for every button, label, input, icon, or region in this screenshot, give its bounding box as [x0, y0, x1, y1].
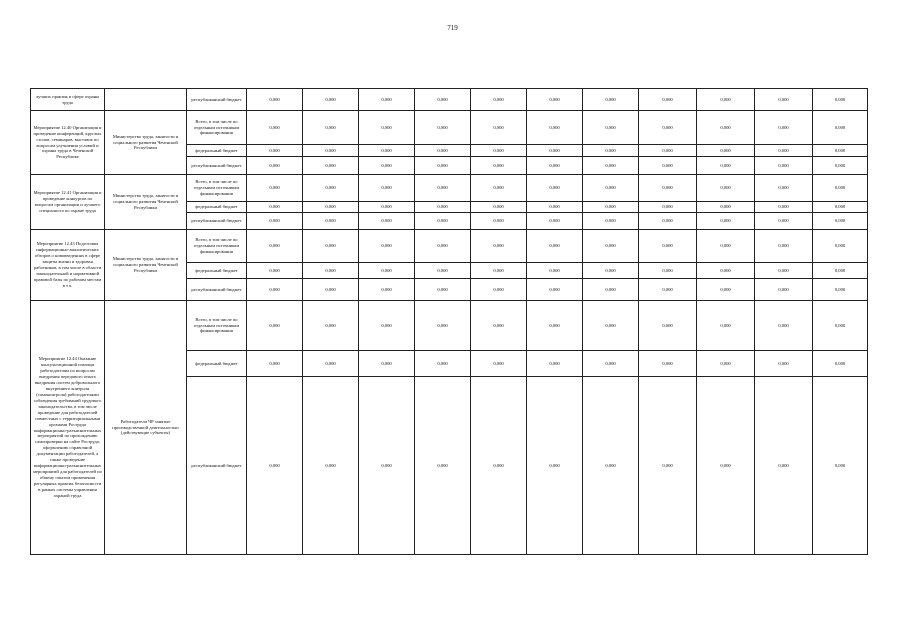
value-cell: 0,000 [755, 145, 813, 157]
value-cell: 0,000 [303, 213, 359, 230]
value-cell: 0,000 [639, 157, 697, 175]
value-cell: 0,000 [813, 111, 868, 145]
value-cell: 0,000 [415, 202, 471, 213]
value-cell: 0,000 [813, 351, 868, 377]
executor-cell: Министерство труда, занятости и социального развития Чеченской Республики [105, 111, 187, 175]
value-cell: 0,000 [813, 377, 868, 555]
executor-cell: Министерство труда, занятости и социального развития Чеченской Республики [105, 230, 187, 301]
value-cell: 0,000 [583, 213, 639, 230]
funding-source-cell: федеральный бюджет [187, 202, 247, 213]
value-cell: 0,000 [639, 145, 697, 157]
value-cell: 0,000 [247, 145, 303, 157]
value-cell: 0,000 [527, 145, 583, 157]
value-cell: 0,000 [697, 263, 755, 279]
value-cell: 0,000 [303, 175, 359, 202]
value-cell: 0,000 [359, 111, 415, 145]
value-cell: 0,000 [415, 145, 471, 157]
value-cell: 0,000 [527, 263, 583, 279]
table-row [31, 89, 868, 111]
value-cell: 0,000 [471, 111, 527, 145]
value-cell: 0,000 [303, 202, 359, 213]
measure-cell: Мероприятие 12.40 Организация и проведение конференций, круглых столов, семинаров, выставок по вопросам улучшения условий и охраны труда в Чеченской Республике [31, 111, 105, 175]
value-cell: 0,000 [415, 351, 471, 377]
value-cell: 0,000 [813, 301, 868, 351]
executor-cell [105, 89, 187, 111]
funding-source-cell: республиканский бюджет [187, 279, 247, 301]
value-cell: 0,000 [247, 351, 303, 377]
value-cell: 0,000 [639, 377, 697, 555]
value-cell: 0,000 [527, 89, 583, 111]
value-cell: 0,000 [813, 145, 868, 157]
funding-source-cell: федеральный бюджет [187, 145, 247, 157]
value-cell: 0,000 [471, 175, 527, 202]
value-cell: 0,000 [415, 263, 471, 279]
value-cell: 0,000 [639, 111, 697, 145]
value-cell: 0,000 [415, 279, 471, 301]
value-cell: 0,000 [583, 351, 639, 377]
funding-source-cell: республиканский бюджет [187, 377, 247, 555]
value-cell: 0,000 [303, 145, 359, 157]
value-cell: 0,000 [527, 157, 583, 175]
value-cell: 0,000 [755, 213, 813, 230]
value-cell: 0,000 [755, 279, 813, 301]
value-cell: 0,000 [813, 89, 868, 111]
value-cell: 0,000 [813, 230, 868, 263]
value-cell: 0,000 [639, 263, 697, 279]
value-cell: 0,000 [639, 202, 697, 213]
value-cell: 0,000 [359, 230, 415, 263]
value-cell: 0,000 [583, 175, 639, 202]
executor-cell: Министерство труда, занятости и социального развития Чеченской Республики [105, 175, 187, 230]
value-cell: 0,000 [471, 213, 527, 230]
value-cell: 0,000 [471, 202, 527, 213]
value-cell: 0,000 [527, 377, 583, 555]
value-cell: 0,000 [247, 301, 303, 351]
value-cell: 0,000 [755, 89, 813, 111]
measure-cell: лучших практик в сфере охраны труда [31, 89, 105, 111]
value-cell: 0,000 [583, 279, 639, 301]
value-cell: 0,000 [471, 89, 527, 111]
value-cell: 0,000 [697, 279, 755, 301]
value-cell: 0,000 [697, 213, 755, 230]
value-cell: 0,000 [755, 175, 813, 202]
value-cell: 0,000 [303, 89, 359, 111]
funding-source-cell: республиканский бюджет [187, 213, 247, 230]
value-cell: 0,000 [527, 351, 583, 377]
value-cell: 0,000 [813, 279, 868, 301]
value-cell: 0,000 [755, 230, 813, 263]
value-cell: 0,000 [415, 157, 471, 175]
value-cell: 0,000 [359, 89, 415, 111]
value-cell: 0,000 [359, 279, 415, 301]
value-cell: 0,000 [415, 301, 471, 351]
value-cell: 0,000 [527, 111, 583, 145]
value-cell: 0,000 [247, 279, 303, 301]
value-cell: 0,000 [471, 301, 527, 351]
value-cell: 0,000 [415, 213, 471, 230]
value-cell: 0,000 [639, 230, 697, 263]
value-cell: 0,000 [359, 157, 415, 175]
budget-table [30, 88, 868, 555]
funding-source-cell: федеральный бюджет [187, 351, 247, 377]
value-cell: 0,000 [359, 213, 415, 230]
value-cell: 0,000 [639, 213, 697, 230]
value-cell: 0,000 [583, 111, 639, 145]
value-cell: 0,000 [697, 301, 755, 351]
value-cell: 0,000 [755, 351, 813, 377]
value-cell: 0,000 [813, 263, 868, 279]
funding-source-cell: федеральный бюджет [187, 263, 247, 279]
value-cell: 0,000 [247, 263, 303, 279]
value-cell: 0,000 [303, 157, 359, 175]
value-cell: 0,000 [471, 279, 527, 301]
value-cell: 0,000 [247, 111, 303, 145]
funding-source-cell: республиканский бюджет [187, 89, 247, 111]
value-cell: 0,000 [755, 377, 813, 555]
value-cell: 0,000 [583, 145, 639, 157]
page-number: 719 [447, 24, 458, 32]
value-cell: 0,000 [247, 175, 303, 202]
value-cell: 0,000 [359, 377, 415, 555]
budget-table-body [31, 89, 868, 555]
value-cell: 0,000 [697, 111, 755, 145]
value-cell: 0,000 [415, 230, 471, 263]
value-cell: 0,000 [813, 157, 868, 175]
value-cell: 0,000 [359, 301, 415, 351]
value-cell: 0,000 [415, 377, 471, 555]
value-cell: 0,000 [303, 111, 359, 145]
value-cell: 0,000 [247, 89, 303, 111]
value-cell: 0,000 [813, 202, 868, 213]
value-cell: 0,000 [247, 230, 303, 263]
value-cell: 0,000 [359, 351, 415, 377]
value-cell: 0,000 [755, 202, 813, 213]
value-cell: 0,000 [755, 111, 813, 145]
value-cell: 0,000 [359, 175, 415, 202]
funding-source-cell: республиканский бюджет [187, 157, 247, 175]
value-cell: 0,000 [527, 213, 583, 230]
value-cell: 0,000 [639, 175, 697, 202]
value-cell: 0,000 [303, 301, 359, 351]
value-cell: 0,000 [583, 377, 639, 555]
value-cell: 0,000 [471, 230, 527, 263]
value-cell: 0,000 [247, 157, 303, 175]
value-cell: 0,000 [639, 301, 697, 351]
value-cell: 0,000 [697, 230, 755, 263]
value-cell: 0,000 [813, 213, 868, 230]
value-cell: 0,000 [359, 263, 415, 279]
value-cell: 0,000 [697, 377, 755, 555]
value-cell: 0,000 [527, 301, 583, 351]
measure-cell: Мероприятие 12.41 Организация и проведение конкурсов по вопросам организации и лучшего специалиста по охране труда [31, 175, 105, 230]
value-cell: 0,000 [415, 89, 471, 111]
value-cell: 0,000 [359, 145, 415, 157]
value-cell: 0,000 [583, 230, 639, 263]
value-cell: 0,000 [583, 202, 639, 213]
value-cell: 0,000 [303, 263, 359, 279]
value-cell: 0,000 [471, 157, 527, 175]
value-cell: 0,000 [471, 145, 527, 157]
value-cell: 0,000 [583, 301, 639, 351]
value-cell: 0,000 [471, 377, 527, 555]
value-cell: 0,000 [755, 157, 813, 175]
executor-cell: Работодатели ЧР занятые производственной деятельностью (действующие субъекты) [105, 301, 187, 555]
value-cell: 0,000 [247, 377, 303, 555]
measure-cell: Мероприятие 12.44 Оказание консультационной помощи работодателям по вопросам внедрения передового опыта внедрения систем добровольного внутреннего контроля (самоконтроля) работодателями соблюдения требований трудового законодательства, в том числе проведение для работодателей совместных с территориальными органами Роструда информационно-разъяснительных мероприятий по прохождению самопроверки на сайте Роструда, оформлению справочной документации работодателей, а также проведение информационно-разъяснительных мероприятий для работодателей по обмену опытом применения регулярных практик безопасности в рамках системы управления охраной труда [31, 301, 105, 555]
value-cell: 0,000 [415, 111, 471, 145]
value-cell: 0,000 [639, 279, 697, 301]
value-cell: 0,000 [697, 89, 755, 111]
measure-cell: Мероприятие 12.43 Подготовка информационно-аналитических обзоров о нововведениях в сфере защиты жизни и здоровья работников, в том числе в области законодательной и нормативной правовой базы по рабочим местам в т.ч. [31, 230, 105, 301]
value-cell: 0,000 [813, 175, 868, 202]
value-cell: 0,000 [527, 230, 583, 263]
value-cell: 0,000 [755, 263, 813, 279]
table-row [31, 230, 868, 263]
value-cell: 0,000 [755, 301, 813, 351]
table-row [31, 175, 868, 202]
value-cell: 0,000 [697, 145, 755, 157]
value-cell: 0,000 [527, 279, 583, 301]
funding-source-cell: Всего, в том числе по отдельным источникам финансирования [187, 175, 247, 202]
value-cell: 0,000 [583, 157, 639, 175]
funding-source-cell: Всего, в том числе по отдельным источникам финансирования [187, 230, 247, 263]
value-cell: 0,000 [527, 202, 583, 213]
value-cell: 0,000 [583, 263, 639, 279]
value-cell: 0,000 [471, 263, 527, 279]
value-cell: 0,000 [639, 89, 697, 111]
value-cell: 0,000 [303, 351, 359, 377]
value-cell: 0,000 [247, 213, 303, 230]
value-cell: 0,000 [303, 230, 359, 263]
value-cell: 0,000 [359, 202, 415, 213]
table-row [31, 111, 868, 145]
funding-source-cell: Всего, в том числе по отдельным источникам финансирования [187, 111, 247, 145]
value-cell: 0,000 [697, 202, 755, 213]
value-cell: 0,000 [639, 351, 697, 377]
value-cell: 0,000 [697, 157, 755, 175]
value-cell: 0,000 [415, 175, 471, 202]
value-cell: 0,000 [471, 351, 527, 377]
value-cell: 0,000 [527, 175, 583, 202]
value-cell: 0,000 [303, 279, 359, 301]
value-cell: 0,000 [697, 175, 755, 202]
value-cell: 0,000 [303, 377, 359, 555]
table-row [31, 301, 868, 351]
value-cell: 0,000 [697, 351, 755, 377]
value-cell: 0,000 [583, 89, 639, 111]
value-cell: 0,000 [247, 202, 303, 213]
funding-source-cell: Всего, в том числе по отдельным источникам финансирования [187, 301, 247, 351]
